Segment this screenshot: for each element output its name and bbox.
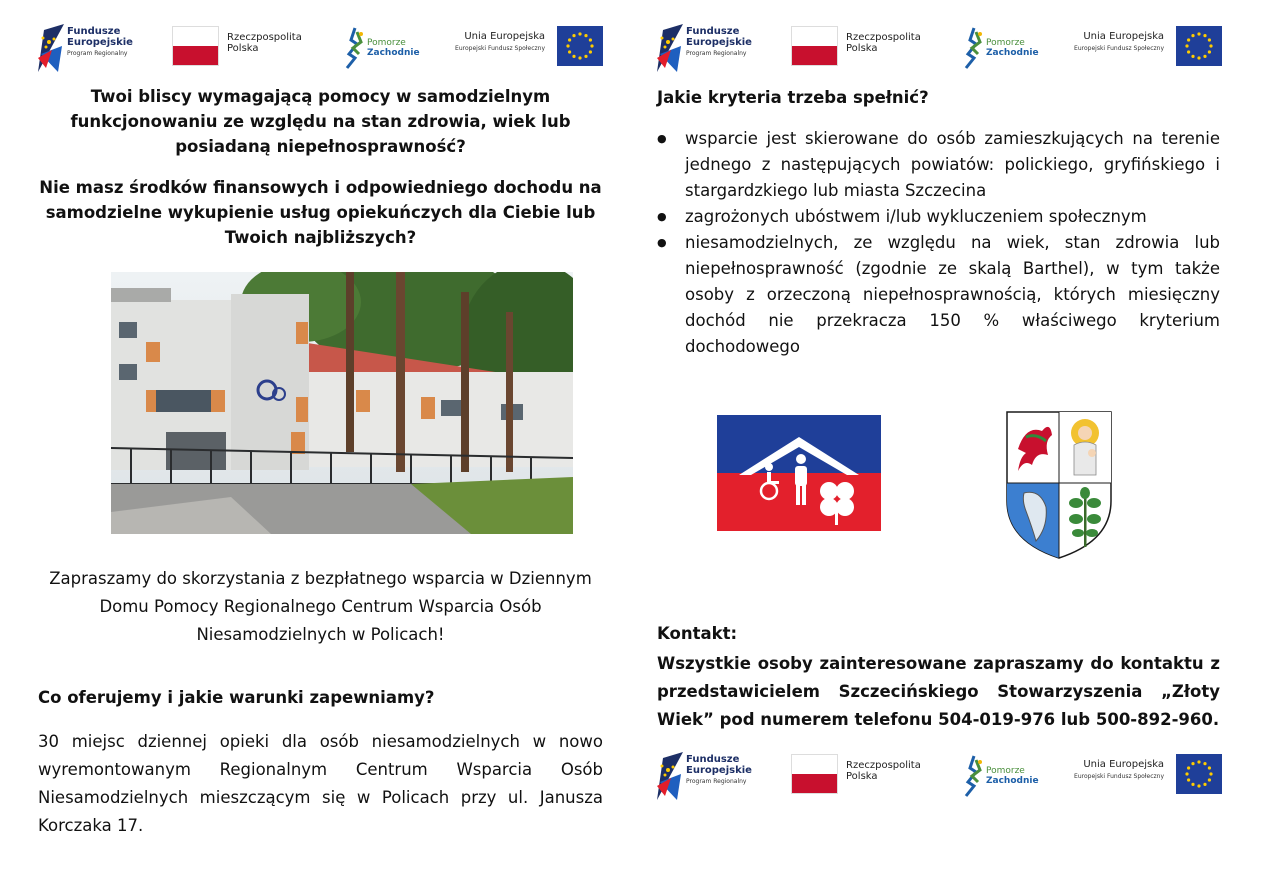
contact-text: Wszystkie osoby zainteresowane zapraszamy do kontaktu z przedstawicielem Szczecińskiego Stowarzyszenia „Złoty Wiek” pod numerem telefonu 504-019-976 lub 500-892-960. [657,654,1220,729]
fundusze-europejskie-logo: Fundusze Europejskie Program Regionalny [657,24,767,72]
center-building-photo [111,272,573,534]
polish-flag-icon [172,26,219,66]
day-care-home-logo [717,415,881,531]
fundusze-europejskie-logo: Fundusze Europejskie Program Regionalny [38,24,148,72]
unia-europejska-logo: Unia Europejska Europejski Fundusz Społeczny [1069,26,1222,72]
polish-flag-icon [791,26,838,66]
intro-question-2: Nie masz środków finansowych i odpowiedniego dochodu na samodzielne wykupienie usług opiekuńczych dla Ciebie lub Twoich najbliższych? [39,178,602,247]
coat-of-arms [1006,411,1112,559]
unia-europejska-logo: Unia Europejska Europejski Fundusz Społeczny [450,26,603,72]
funding-logo-strip [38,24,603,74]
rzeczpospolita-polska-logo: Rzeczpospolita Polska [791,26,941,72]
eu-flag-icon [1176,26,1222,66]
offer-heading: Co oferujemy i jakie warunki zapewniamy? [38,688,435,707]
criteria-heading: Jakie kryteria trzeba spełnić? [657,88,929,107]
eu-flag-icon [1176,754,1222,794]
unia-europejska-logo: Unia Europejska Europejski Fundusz Społeczny [1069,754,1222,800]
criteria-list [657,126,1220,360]
intro-question-1: Twoi bliscy wymagającą pomocy w samodzielnym funkcjonowaniu ze względu na stan zdrowia, wiek lub posiadaną niepełnosprawność? [70,87,571,156]
funding-logo-strip-bottom [657,752,1220,802]
fundusze-europejskie-logo: Fundusze Europejskie Program Regionalny [657,752,767,800]
pomorze-zachodnie-logo: Pomorze Zachodnie [962,24,1042,72]
rzeczpospolita-polska-logo: Rzeczpospolita Polska [172,26,322,72]
contact-heading: Kontakt: [657,624,738,643]
eu-flag-icon [557,26,603,66]
polish-flag-icon [791,754,838,794]
list-item: ● wsparcie jest skierowane do osób zamieszkujących na terenie jednego z następujących powiatów: polickiego, gryfińskiego i stargardzkiego lub miasta Szczecina [657,126,1220,204]
funding-logo-strip [657,24,1220,74]
list-item: ● niesamodzielnych, ze względu na wiek, stan zdrowia lub niepełnosprawność (zgodnie ze skalą Barthel), w tym także osoby z orzeczoną niepełnosprawnością, których miesięczny dochód nie przekracza 150 % właściwego kryterium dochodowego [657,230,1220,360]
rzeczpospolita-polska-logo: Rzeczpospolita Polska [791,754,941,800]
list-item: ● zagrożonych ubóstwem i/lub wykluczeniem społecznym [657,204,1220,230]
pomorze-zachodnie-logo: Pomorze Zachodnie [343,24,423,72]
pomorze-zachodnie-logo: Pomorze Zachodnie [962,752,1042,800]
invitation-text: Zapraszamy do skorzystania z bezpłatnego wsparcia w Dziennym Domu Pomocy Regionalnego Centrum Wsparcia Osób Niesamodzielnych w Policach! [49,569,592,644]
offer-text: 30 miejsc dziennej opieki dla osób niesamodzielnych w nowo wyremontowanym Regionalnym Centrum Wsparcia Osób Niesamodzielnych mieszczącym się w Policach przy ul. Janusza Korczaka 17. [38,732,603,835]
